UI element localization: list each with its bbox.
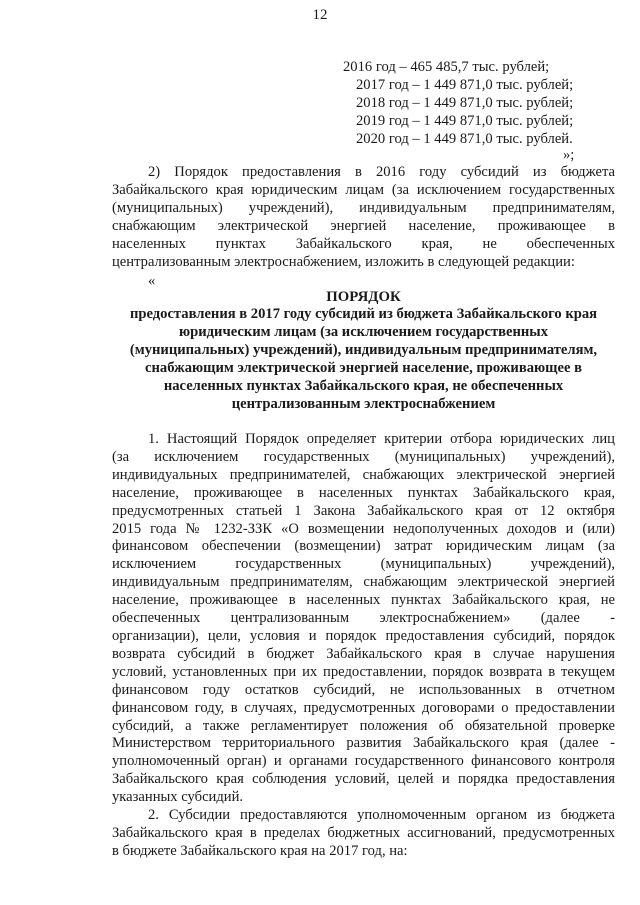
text-line: Забайкальского края юридическим лицам (за исключением государственных bbox=[112, 181, 615, 198]
text-line: 1. Настоящий Порядок определяет критерии отбора юридических лиц bbox=[148, 431, 615, 447]
text-line: организации), цели, условия и порядок предоставления субсидий, порядок bbox=[112, 627, 615, 644]
item-2-paragraph bbox=[112, 164, 615, 271]
heading-title: ПОРЯДОК bbox=[326, 289, 401, 305]
text-line: предусмотренных статьей 1 Закона Забайкальского края от 12 октября bbox=[112, 502, 615, 519]
amount-line: 2016 год – 465 485,7 тыс. рублей; bbox=[343, 59, 550, 75]
heading-subtitle bbox=[112, 306, 615, 413]
paragraph-2 bbox=[112, 807, 615, 861]
text-line: возврата субсидий в бюджет Забайкальского края в случае нарушения bbox=[112, 645, 615, 662]
text-line: финансовом обеспечении (возмещении) затрат юридическим лицам (за bbox=[112, 538, 615, 555]
text-line: 2015 года № 1232-ЗЗК «О возмещении недополученных доходов и (или) bbox=[112, 520, 615, 537]
text-line: централизованным электроснабжением, изложить в следующей редакции: bbox=[112, 253, 575, 270]
heading-line: предоставления в 2017 году субсидий из бюджета Забайкальского края bbox=[129, 306, 598, 322]
heading-line: населенных пунктах Забайкальского края, не обеспеченных bbox=[163, 377, 564, 394]
text-line: финансовом году, в случаях, предусмотренных договорами о предоставлении bbox=[112, 699, 615, 716]
text-line: условий, установленных при их предоставлении, порядок возврата в текущем bbox=[112, 663, 615, 680]
paragraph-1 bbox=[112, 431, 615, 807]
text-line: указанных субсидий. bbox=[112, 789, 244, 806]
text-line: (за исключением государственных (муниципальных) учреждений), bbox=[112, 448, 615, 465]
text-line: Забайкальского края соблюдения условий, целей и порядка предоставления bbox=[112, 771, 615, 788]
text-line: снабжающим электрической энергией население, проживающее в bbox=[112, 217, 615, 234]
text-line: населенных пунктах Забайкальского края, не обеспеченных bbox=[112, 235, 615, 252]
text-line: в бюджете Забайкальского края на 2017 год, на: bbox=[112, 842, 408, 859]
text-line: Забайкальского края в пределах бюджетных ассигнований, предусмотренных bbox=[112, 824, 615, 841]
amount-line: 2018 год – 1 449 871,0 тыс. рублей; bbox=[356, 95, 574, 111]
text-line: индивидуальных предпринимателей, снабжающих электрической энергией bbox=[112, 466, 615, 483]
closing-quote: »; bbox=[563, 147, 575, 163]
text-line: обеспеченных централизованным электроснабжением» (далее - bbox=[112, 610, 615, 627]
amount-line: 2019 год – 1 449 871,0 тыс. рублей; bbox=[356, 113, 574, 129]
text-line: индивидуальным предпринимателям, снабжающим электрической энергией bbox=[112, 574, 615, 591]
text-line: субсидий, а также регламентирует положения об обязательной проверке bbox=[112, 717, 615, 734]
text-line: население, проживающее в населенных пунктах Забайкальского края, не bbox=[112, 592, 615, 609]
heading-line: юридическим лицам (за исключением государственных bbox=[179, 323, 548, 340]
heading-line: (муниципальных) учреждений), индивидуальным предпринимателям, bbox=[129, 341, 598, 358]
text-line: (муниципальных) учреждений), индивидуальным предпринимателям, bbox=[112, 199, 615, 216]
text-line: 2) Порядок предоставления в 2016 году субсидий из бюджета bbox=[148, 164, 615, 180]
text-line: Министерством территориального развития Забайкальского края (далее - bbox=[112, 735, 615, 752]
text-line: исключением государственных (муниципальных) учреждений), bbox=[112, 556, 615, 573]
amount-line: 2020 год – 1 449 871,0 тыс. рублей. bbox=[356, 131, 573, 147]
heading-line: снабжающим электрической энергией население, проживающее в bbox=[145, 359, 582, 376]
text-line: уполномоченный орган) и органами государственного финансового контроля bbox=[112, 753, 615, 770]
page-number: 12 bbox=[312, 7, 328, 23]
text-line: население, проживающее в населенных пунктах Забайкальского края, bbox=[112, 484, 615, 501]
heading-line: централизованным электроснабжением bbox=[231, 395, 496, 412]
amount-line: 2017 год – 1 449 871,0 тыс. рублей; bbox=[356, 77, 574, 93]
opening-quote: « bbox=[148, 273, 156, 289]
text-line: финансовом году остатков субсидий, не использованных в отчетном bbox=[112, 681, 615, 698]
text-line: 2. Субсидии предоставляются уполномоченным органом из бюджета bbox=[148, 807, 615, 823]
